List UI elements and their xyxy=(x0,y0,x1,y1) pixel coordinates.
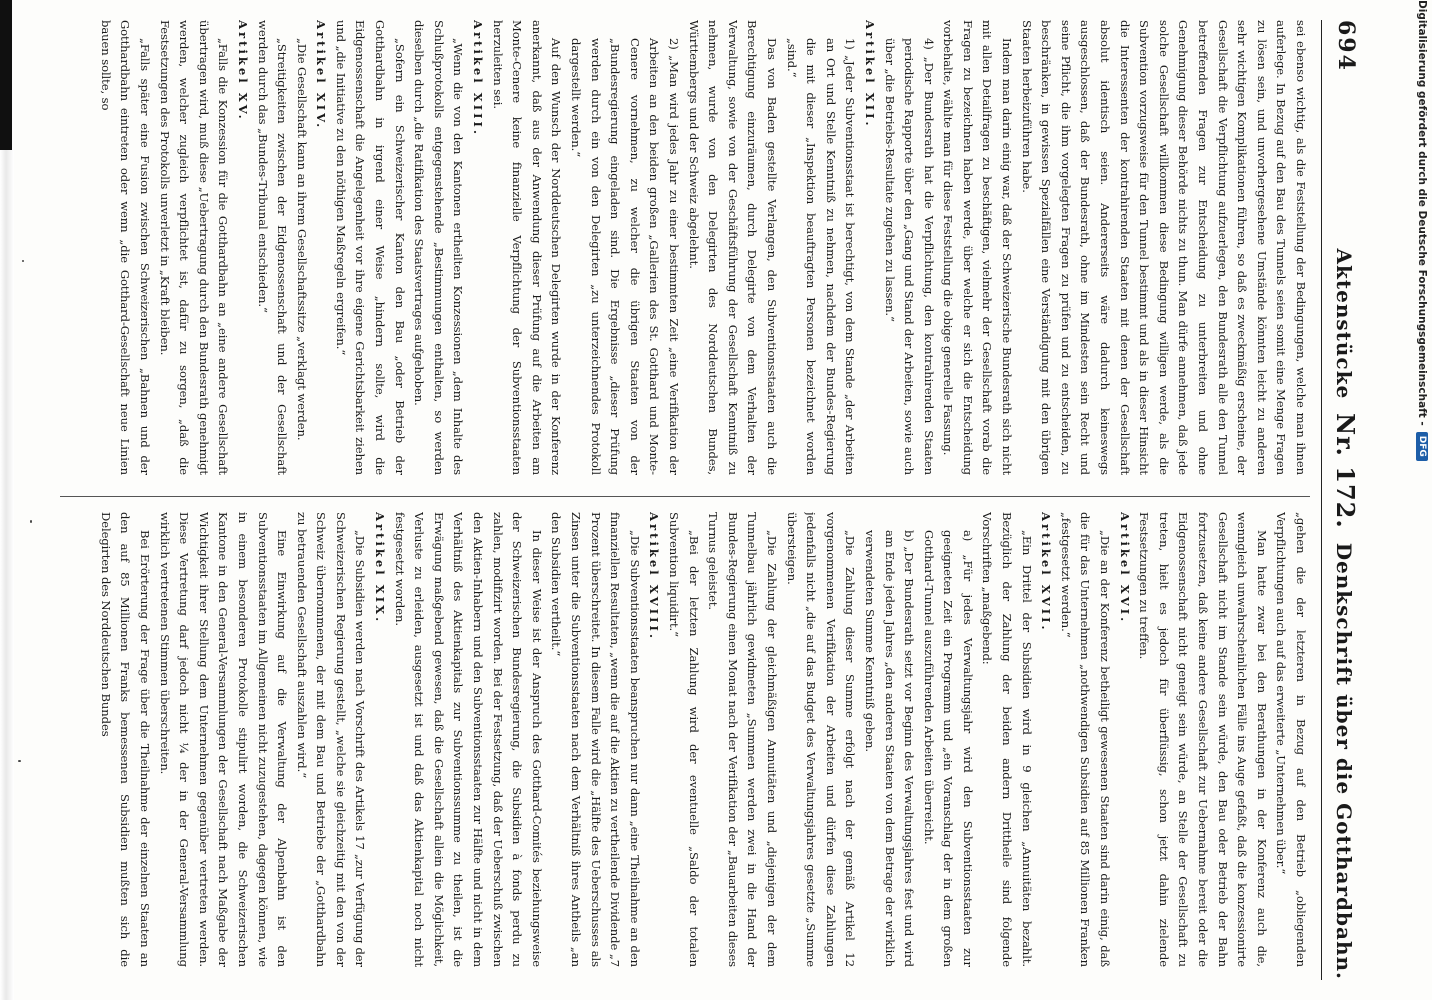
article-heading: Artikel XIII. xyxy=(471,20,486,138)
binding-edge xyxy=(0,0,14,1000)
text-paragraph: sei ebenso wichtig, als die Feststellung der Bedingungen, welche man ihnen auferlege. In Bezug auf den Bau des Tunnels seien somit eine Menge Fragen zu lösen sein, und unvorhergesehene Umstände könnten leicht zu anderen sehr wichtigen Komplikationen führen, so daß es zweckmäßig erscheine, der Gesellschaft die Verpflichtung aufzuerlegen, den Bundesrath alle den Tunnel betreffenden Fragen zur Entscheidung zu unterbreiten und ohne Genehmigung dieser Behörde nichts zu thun. Man dürfe annehmen, daß jede solche Gesellschaft willkommen diese Bedingung willigen werde, als die Subvention vorzugsweise für den Tunnel bestimmt und als in dieser Hinsicht die Interessenten der kontrahirenden Staaten mit denen der Gesellschaft absolut identisch seien. Andererseits wäre dadurch keineswegs ausgeschlossen, daß der Bundesrath, ohne im Mindesten sein Recht und seine Pflicht, die ihm vorgelegten Fragen zu prüfen und zu entscheiden, zu beschränken, in gewissen Spezialfällen eine Verständigung mit den übrigen Staaten herbeizuführen habe. xyxy=(1019,20,1308,475)
scan-speckle xyxy=(30,520,32,523)
digitization-credit xyxy=(1412,0,1432,1000)
text-paragraph: „gehen die der letzteren in Bezug auf den Betrieb „obliegenden Verpflichtungen auch auf das erweiterte „Unternehmen über.“ xyxy=(1274,512,1308,967)
running-title-suffix: Denkschrift über die Gotthardbahn. xyxy=(1332,542,1357,980)
text-paragraph: a) „Für jedes Verwaltungsjahr wird den Subventionsstaaten zur geeigneten Zeit ein Programm und „ein Voranschlag der in dem großen Gotthard-Tunnel auszuführenden Arbeiten überreicht. xyxy=(921,530,975,967)
text-paragraph: „Ein Drittel der Subsidien wird in 9 gleichen „Annuitäten bezahlt. Bezüglich der Zahlung der beiden andern Drittheile sind folgende Vorschriften „maßgebend: xyxy=(980,512,1034,967)
document-number: Nr. 172. xyxy=(1331,413,1361,529)
text-paragraph: „Die Subsidien werden nach Vorschrift des Artikels 17 „zur Verfügung der Schweizerischen Regierung gestellt, „welche sie gleichzeitig mit den von der Schweiz übernommenen, der mit dem Bau und Betriebe der „Gotthardbahn zu betrauenden Gesellschaft auszahlen wird.“ xyxy=(294,512,368,967)
text-paragraph: „Die Gesellschaft kann an ihrem Gesellschaftssitze „verklagt werden. xyxy=(294,38,309,441)
page-number: 694 xyxy=(1333,20,1359,72)
text-paragraph: Indem man darin einig war, daß der Schweizerische Bundesrath sich nicht mit allen Detailfragen zu beschäftigen, vielmehr der Gesellschaft vorab die Fragen zu bezeichnen haben werde, über welche er sich die Entscheidung vorbehalte, wählte man für diese Feststellung die obige generelle Fassung. xyxy=(941,20,1015,475)
rotated-printed-page xyxy=(40,20,1370,980)
running-title-prefix: Aktenstücke xyxy=(1332,248,1357,400)
text-paragraph: „Sofern ein Schweizerischer Kanton den Bau „oder Betrieb der Gotthardbahn in irgend einer Weise „hindern sollte, wird die Eidgenossenschaft die Angelegenheit vor ihre eigene Gerichtsbarkeit ziehen und „die Initiative zu den nöthigen Maßregeln ergreifen.“ xyxy=(333,20,407,475)
dfg-logo: DFG xyxy=(1416,432,1428,461)
article-heading: Artikel XVIII. xyxy=(647,512,662,642)
article-heading: Artikel XVI. xyxy=(1117,512,1132,625)
scan-speckle xyxy=(18,760,21,762)
text-paragraph: „Wenn die von den Kantonen ertheilten Konzessionen „dem Inhalte des Schlußprotokolls entgegenstehende „Bestimmungen enthalten, so werden dieselben durch „die Ratifikation des Staatsvertrages aufgehoben. xyxy=(412,20,466,475)
text-paragraph: „Falls später eine Fusion zwischen Schweizerischen „Bahnen und der Gotthardbahn eintreten oder wenn „die Gotthard-Gesellschaft neue Linien bauen sollte, so xyxy=(98,20,152,475)
article-heading: Artikel XVII. xyxy=(1039,512,1054,633)
text-paragraph: 4) „Der Bundesrath hat die Verpflichtung, den kontrahirenden Staaten periodische Rapporte über den „Gang und Stand der Arbeiten, sowie auch über „die Betriebs-Resultate zugehen zu lassen.“ xyxy=(882,38,936,475)
binding-mark xyxy=(0,0,12,150)
text-paragraph: In dieser Weise ist der Anspruch des Gotthard-Comités beziehungsweise der Schweizerischen Bundesregierung, die Subsidien à fonds perdu zu zahlen, modifizirt worden. Bei der Festsetzung, daß der Ueberschuß zwischen den Aktien-Inhabern und den Subventionsstaaten zur Hälfte und nicht in dem Verhältniß des Aktienkapitals zur Subventionssumme zu theilen, ist die Erwägung maßgebend gewesen, daß die Gesellschaft allein die Möglichkeit, Verluste zu erleiden, ausgesetzt ist und daß das Aktienkapital noch nicht festgesetzt worden. xyxy=(392,512,544,967)
text-paragraph: „Falls die Konzession für die Gotthardbahn an „eine andere Gesellschaft übertragen wird, muß diese „Uebertragung durch den Bundesrath genehmigt werden, welcher zugleich verpflichtet ist, dafür zu sorgen, „daß die Festsetzungen des Protokolls unverletzt in „Kraft bleiben. xyxy=(157,20,231,475)
text-paragraph: 1) „Jeder Subventionsstaat ist berechtigt, von dem Stande „der Arbeiten an Ort und Stelle Kenntniß zu nehmen, nachdem der Bundes-Regierung die mit dieser „Inspektion beauftragten Personen bezeichnet worden „sind.“ xyxy=(784,38,858,475)
article-heading: Artikel XII. xyxy=(862,20,877,129)
text-paragraph: Das von Baden gestellte Verlangen, den Subventionsstaaten auch die Berechtigung einzuräumen, durch Delegirte von dem Verhalten der Verwaltung, sowie von der Geschäftsführung der Gesellschaft Kenntniß zu nehmen, wurde von den Delegirten des Norddeutschen Bundes, Württembergs und der Schweiz abgelehnt. xyxy=(686,20,779,475)
article-heading: Artikel XV. xyxy=(235,20,250,122)
text-paragraph: Man hatte zwar bei den Berathungen in der Konferenz auch die, wenngleich unwahrscheinlichen Fälle ins Auge gefaßt, daß die konzessionirte Gesellschaft nicht im Stande sein würde, den Bau oder Betrieb der Bahn fortzusetzen, daß keine andere Gesellschaft zur Uebernahme bereit oder die Eidgenossenschaft nicht geneigt sein würde, an Stelle der Gesellschaft zu treten, hielt es jedoch für überflüssig, schon jetzt dahin zielende Festsetzungen zu treffen. xyxy=(1137,512,1269,967)
article-heading: Artikel XIX. xyxy=(373,512,388,625)
text-paragraph: „Die Subventionsstaaten beanspruchen nur dann „eine Theilnahme an den finanziellen Resultaten, „wenn die auf die Aktien zu vertheilende Dividende „7 Prozent überschreitet. In diesem Falle wird die „Hälfte des Ueberschusses als Zinsen unter die Subventionsstaaten nach dem Verhältniß ihres Antheils „an den Subsidien vertheilt.“ xyxy=(549,512,642,967)
scan-speckle xyxy=(22,260,24,262)
text-paragraph: 2) „Man wird jedes Jahr zu einer bestimmten Zeit „eine Verifikation der Arbeiten an den beiden großen „Gallerien des St. Gotthard und Monte-Cenere vornehmen, zu welcher die übrigen Staaten von der „Bundesregierung eingeladen sind. Die Ergebnisse „dieser Prüfung werden durch ein von den Delegirten „zu unterzeichnendes Protokoll dargestellt werden.“ xyxy=(569,38,681,475)
text-paragraph: „Bei der letzten Zahlung wird der eventuelle „Saldo der totalen Subvention liquidirt.“ xyxy=(667,512,701,967)
text-paragraph: „Die an der Konferenz betheiligt gewesenen Staaten sind darin einig, daß die für das Unternehmen „nothwendigen Subsidien auf 85 Millionen Franken „festgesetzt werden.“ xyxy=(1058,512,1113,967)
right-text-column xyxy=(55,512,1310,967)
page-header xyxy=(1321,20,1370,980)
text-paragraph: Bei Erörterung der Frage über die Theilnahme der einzelnen Staaten an den auf 85 Millionen Franks bemessenen Subsidien mußten sich die Delegirten des Norddeutschen Bundes xyxy=(98,512,152,967)
text-paragraph: Auf den Wunsch der Norddeutschen Delegirten wurde in der Konferenz anerkannt, daß aus der Anwendung dieser Prüfung auf die Arbeiten am Monte-Cenere keine finanzielle Verpflichtung der Subventionsstaaten herzuleiten sei. xyxy=(490,20,564,475)
text-paragraph: b) „Der Bundesrath setzt vor Beginn des Verwaltungsjahres fest und wird am Ende jeden Jahres „den anderen Staaten von dem Betrage der wirklich verwendeten Summe Kenntniß geben. xyxy=(862,530,917,967)
text-paragraph: „Die Zahlung dieser Summe erfolgt nach der gemäß Artikel 12 vorgenommenen Verifikation der Arbeiten und dürfen diese Zahlungen jedenfalls nicht „die auf das Budget des Verwaltungsjahres gesetzte „Summe übersteigen. xyxy=(784,512,858,967)
text-paragraph: „Die Zahlung der gleichmäßigen Annuitäten und „diejenigen der dem Tunnelbau jährlich gewidmeten „Summen werden zwei in die Hand der Bundes-Regierung einen Monat nach der Verifikation der „Bauarbeiten dieses Turnus geleistet. xyxy=(706,512,779,967)
credit-text: Digitalisierung gefördert durch die Deutsche Forschungsgemeinschaft - xyxy=(1416,0,1428,426)
text-paragraph: „Streitigkeiten zwischen der Eidgenossenschaft und der Gesellschaft werden durch das „Bundes-Tribunal entschieden.“ xyxy=(255,20,290,475)
text-paragraph: Eine Einwirkung auf die Verwaltung der Alpenbahn ist den Subventionsstaaten im Allgemeinen nicht zuzugestehen, dagegen können, wie in einem besonderen Protokolle stipulirt worden, die Schweizerischen Kantone in den General-Versammlungen der Gesellschaft nach Maßgabe der Wichtigkeit ihrer Stellung dem Unternehmen gegenüber vertreten werden. Diese Vertretung darf jedoch nicht ¼ der in der General-Versammlung wirklich vertretenen Stimmen überschreiten. xyxy=(157,512,290,967)
running-title xyxy=(1332,249,1361,980)
left-text-column xyxy=(55,20,1310,475)
column-divider xyxy=(60,496,1310,497)
article-heading: Artikel XIV. xyxy=(314,20,329,131)
